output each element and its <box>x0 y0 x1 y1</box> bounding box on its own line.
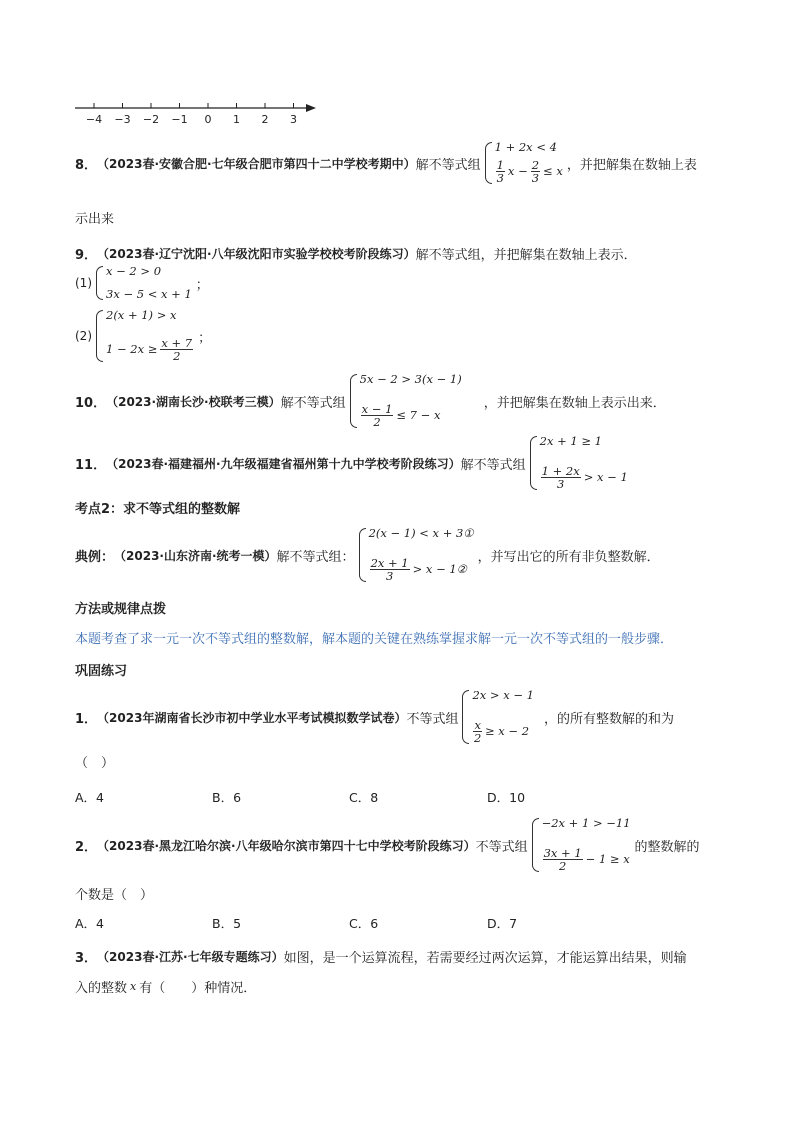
choice-a[interactable]: A．4 <box>75 790 105 805</box>
method-text: 本题考查了求一元一次不等式组的整数解，解本题的关键在熟练掌握求解一元一次不等式组的一般步骤． <box>75 632 674 647</box>
question-text: 入的整数 <box>75 981 128 996</box>
question-prompt: 解不等式组 <box>280 395 346 411</box>
question-text: 如图，是一个运算流程，若需要经过两次运算，才能运算出结果，则输 <box>283 951 687 966</box>
choice-d[interactable]: D．10 <box>487 790 526 805</box>
question-prompt: 解不等式组 <box>415 157 481 173</box>
tick-label: 2 <box>261 113 269 126</box>
question-source: （2023春·江苏·七年级专题练习） <box>97 950 284 964</box>
inequality-line: x − 2 > 0 <box>106 264 162 278</box>
question-source: （2023春·辽宁沈阳·八年级沈阳市实验学校校考阶段练习） <box>97 247 416 261</box>
inequality-line: $\frac{3x + 1}{2}$ − 1 ≥ x <box>543 845 630 873</box>
question-source: （2023春·安徽合肥·七年级合肥市第四十二中学校考期中） <box>97 156 416 171</box>
question-source: （2023年湖南省长沙市初中学业水平考试模拟数学试卷） <box>97 710 407 725</box>
choice-c[interactable]: C．8 <box>349 790 379 805</box>
question-9-part-2 <box>75 310 211 362</box>
tick-label: −4 <box>85 113 103 126</box>
practice-heading: 巩固练习 <box>75 664 128 679</box>
example-question <box>75 528 660 582</box>
question-suffix: ，的所有整数解的和为 <box>543 711 674 727</box>
inequality-line: 2x + 1 ≥ 1 <box>539 434 602 448</box>
tick-label: −1 <box>171 113 188 126</box>
question-suffix: ，并把解集在数轴上表 <box>566 157 697 173</box>
question-suffix: ，并写出它的所有非负整数解． <box>477 549 660 565</box>
variable-x: x <box>130 980 137 993</box>
inequality-line: −2x + 1 > −11 <box>541 816 631 830</box>
question-9 <box>75 244 637 263</box>
tick-label: 3 <box>290 113 297 126</box>
inequality-line: 1 + 2x < 4 <box>494 140 557 154</box>
inequality-system <box>532 818 631 872</box>
inequality-system <box>462 690 534 744</box>
inequality-system <box>350 374 462 428</box>
choice-a[interactable]: A．4 <box>75 916 105 931</box>
question-3-continued <box>75 977 256 996</box>
question-2-continued: 个数是（ ） <box>75 888 154 903</box>
question-number: 9． <box>75 248 98 263</box>
brace <box>485 142 492 184</box>
inequality-system <box>530 436 628 490</box>
answer-paren: （ ） <box>75 756 115 771</box>
method-heading: 方法或规律点拨 <box>75 602 167 617</box>
punctuation: ； <box>195 277 209 293</box>
question-10 <box>75 374 666 428</box>
tick-label: 1 <box>233 113 240 126</box>
inequality-system <box>96 310 194 362</box>
question-prompt: 解不等式组： <box>276 549 355 565</box>
inequality-line: 2(x − 1) < x + 3① <box>368 526 474 540</box>
inequality-line: $\frac{2x + 1}{3}$ > x − 1② <box>370 555 467 583</box>
question-number: 11． <box>75 457 107 473</box>
choice-b[interactable]: B．5 <box>212 916 242 931</box>
practice-question-1 <box>75 690 674 744</box>
question-source: （2023春·黑龙江哈尔滨·八年级哈尔滨市第四十七中学校考阶段练习） <box>97 838 476 853</box>
question-number: 1． <box>75 711 98 727</box>
part-label: (1) <box>75 276 92 290</box>
tick-label: −3 <box>114 113 131 126</box>
inequality-line: 2(x + 1) > x <box>106 308 177 322</box>
question-source: （2023·山东济南·统考一模） <box>114 548 277 563</box>
inequality-line: 3x − 5 < x + 1 <box>106 286 192 301</box>
inequality-line: $\frac{1 + 2x}{3}$ > x − 1 <box>541 463 628 491</box>
question-source: （2023春·福建福州·九年级福建省福州第十九中学校考阶段练习） <box>106 456 461 471</box>
choice-b[interactable]: B．6 <box>212 790 242 805</box>
inequality-line: 1 − 2x ≥ $\frac{x + 7}{2}$ <box>106 335 193 363</box>
choice-c[interactable]: C．6 <box>349 916 379 931</box>
question-text: 有（ ）种情况． <box>139 981 257 996</box>
practice-question-2 <box>75 818 700 872</box>
inequality-line: $\frac{x - 1}{2}$ ≤ 7 − x <box>361 401 441 429</box>
example-label: 典例： <box>75 549 115 565</box>
question-11 <box>75 436 632 490</box>
practice-question-3 <box>75 947 687 966</box>
question-prompt: 不等式组 <box>406 711 459 727</box>
tick-label: −2 <box>142 113 160 126</box>
inequality-system <box>485 142 563 184</box>
question-number: 3． <box>75 951 98 966</box>
question-source: （2023·湖南长沙·校联考三模） <box>106 394 281 409</box>
question-number: 2． <box>75 839 98 855</box>
inequality-line: $\frac{1}{3}$ x − $\frac{2}{3}$ ≤ x <box>496 157 563 185</box>
question-number: 10． <box>75 395 107 411</box>
number-line <box>70 96 330 130</box>
part-label: (2) <box>75 329 92 343</box>
inequality-line: $\frac{x}{2}$ ≥ x − 2 <box>474 717 530 745</box>
question-number: 8． <box>75 157 98 173</box>
question-prompt: 解不等式组 <box>460 457 526 473</box>
question-prompt: 解不等式组，并把解集在数轴上表示． <box>415 248 637 263</box>
inequality-system <box>96 266 192 300</box>
punctuation: ； <box>198 330 212 346</box>
inequality-line: 5x − 2 > 3(x − 1) <box>359 372 462 386</box>
tick-label: 0 <box>204 113 212 126</box>
question-suffix: ，并把解集在数轴上表示出来． <box>483 395 666 411</box>
section-heading: 考点2：求不等式组的整数解 <box>75 502 241 517</box>
inequality-system <box>359 528 474 582</box>
question-8-continued: 示出来 <box>75 212 115 227</box>
question-9-part-1 <box>75 266 209 300</box>
question-suffix: 的整数解的 <box>634 839 700 855</box>
question-prompt: 不等式组 <box>475 839 528 855</box>
choice-d[interactable]: D．7 <box>487 916 518 931</box>
inequality-line: 2x > x − 1 <box>472 688 534 702</box>
question-8 <box>75 142 697 184</box>
